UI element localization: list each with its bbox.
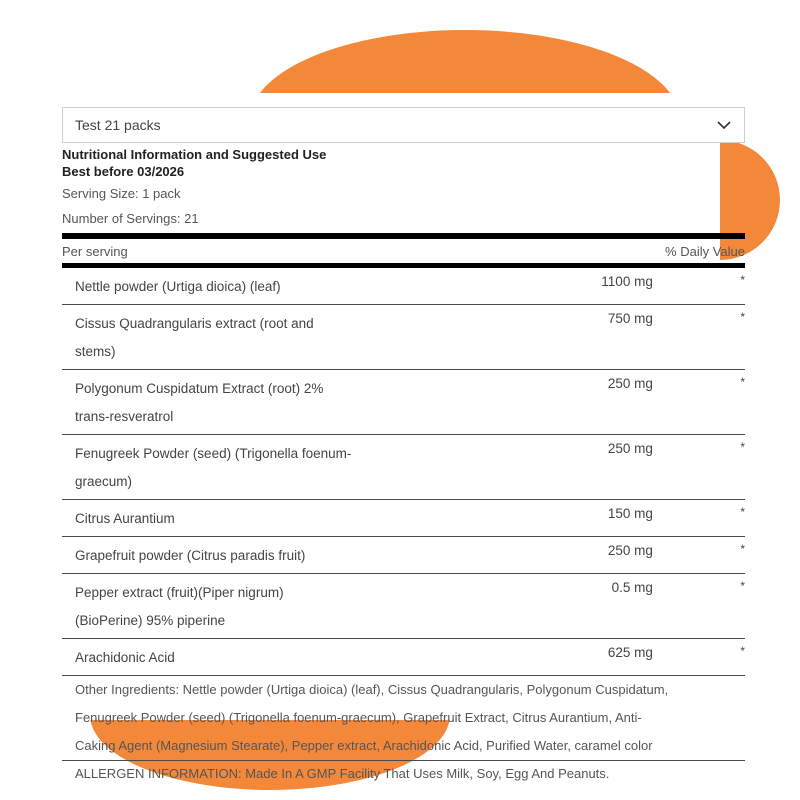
table-row <box>62 370 745 435</box>
daily-value <box>653 500 745 537</box>
section-heading: Nutritional Information and Suggested Use <box>62 147 327 162</box>
amount-text: 1100 mg <box>601 274 653 289</box>
ingredient-name <box>62 370 411 435</box>
daily-value <box>653 268 745 305</box>
daily-value-text: * <box>740 644 745 658</box>
daily-value <box>653 639 745 676</box>
amount-text: 0.5 mg <box>611 580 653 595</box>
daily-value-text: * <box>740 375 745 389</box>
table-row <box>62 574 745 639</box>
ingredient-amount <box>411 305 653 370</box>
amount-text: 625 mg <box>607 645 653 660</box>
nutrition-table <box>62 268 745 676</box>
serving-size: Serving Size: 1 pack <box>62 186 181 201</box>
daily-value <box>653 435 745 500</box>
ingredient-name <box>62 574 411 639</box>
amount-text: 150 mg <box>607 506 653 521</box>
table-header <box>62 239 745 263</box>
ingredient-amount <box>411 370 653 435</box>
amount-text: 250 mg <box>607 441 653 456</box>
ingredient-name-line: Polygonum Cuspidatum Extract (root) 2% <box>75 381 324 396</box>
daily-value-text: * <box>740 505 745 519</box>
ingredient-name-line: Pepper extract (fruit)(Piper nigrum) <box>75 585 284 600</box>
ingredient-name <box>62 537 411 574</box>
daily-value-label: % Daily Value <box>665 243 745 259</box>
pack-size-value: Test 21 packs <box>75 117 161 133</box>
best-before: Best before 03/2026 <box>62 164 185 179</box>
ingredient-name <box>62 268 411 305</box>
daily-value <box>653 574 745 639</box>
daily-value-text: * <box>740 273 745 287</box>
chevron-down-icon <box>716 117 732 133</box>
other-ingredients-line: Caking Agent (Magnesium Stearate), Pepper extract, Arachidonic Acid, Purified Water, caramel color <box>75 738 653 753</box>
daily-value <box>653 370 745 435</box>
ingredient-name <box>62 435 411 500</box>
table-row <box>62 435 745 500</box>
table-row <box>62 268 745 305</box>
daily-value-text: * <box>740 579 745 593</box>
amount-text: 750 mg <box>607 311 653 326</box>
table-row <box>62 537 745 574</box>
per-serving-label: Per serving <box>62 243 128 259</box>
other-ingredients-line: Fenugreek Powder (seed) (Trigonella foenum-graecum), Grapefruit Extract, Citrus Aurantium, Anti- <box>75 710 642 725</box>
ingredient-amount <box>411 639 653 676</box>
ingredient-amount <box>411 500 653 537</box>
amount-text: 250 mg <box>607 376 653 391</box>
number-of-servings: Number of Servings: 21 <box>62 211 199 226</box>
other-ingredients-line: Other Ingredients: Nettle powder (Urtiga dioica) (leaf), Cissus Quadrangularis, Polygonum Cuspidatum, <box>75 682 669 697</box>
ingredient-name-line: stems) <box>75 344 116 359</box>
allergen-info: ALLERGEN INFORMATION: Made In A GMP Facility That Uses Milk, Soy, Egg And Peanuts. <box>75 766 610 781</box>
ingredient-amount <box>411 268 653 305</box>
table-row <box>62 500 745 537</box>
ingredient-name-line: (BioPerine) 95% piperine <box>75 613 226 628</box>
daily-value <box>653 537 745 574</box>
daily-value-text: * <box>740 440 745 454</box>
table-row <box>62 639 745 676</box>
other-ingredients <box>62 676 745 761</box>
ingredient-amount <box>411 537 653 574</box>
ingredient-name <box>62 305 411 370</box>
ingredient-name-line: Arachidonic Acid <box>75 650 175 665</box>
ingredient-name-line: Fenugreek Powder (seed) (Trigonella foenum- <box>75 446 352 461</box>
daily-value-text: * <box>740 542 745 556</box>
ingredient-name-line: graecum) <box>75 474 133 489</box>
daily-value-text: * <box>740 310 745 324</box>
ingredient-name-line: Citrus Aurantium <box>75 511 175 526</box>
ingredient-name <box>62 500 411 537</box>
ingredient-amount <box>411 435 653 500</box>
nutrition-card <box>62 107 745 787</box>
ingredient-name-line: trans-resveratrol <box>75 409 174 424</box>
daily-value <box>653 305 745 370</box>
ingredient-name-line: Nettle powder (Urtiga dioica) (leaf) <box>75 279 281 294</box>
pack-size-select[interactable] <box>62 107 745 143</box>
table-row <box>62 305 745 370</box>
ingredient-amount <box>411 574 653 639</box>
ingredient-name <box>62 639 411 676</box>
ingredient-name-line: Grapefruit powder (Citrus paradis fruit) <box>75 548 306 563</box>
ingredient-name-line: Cissus Quadrangularis extract (root and <box>75 316 314 331</box>
amount-text: 250 mg <box>607 543 653 558</box>
